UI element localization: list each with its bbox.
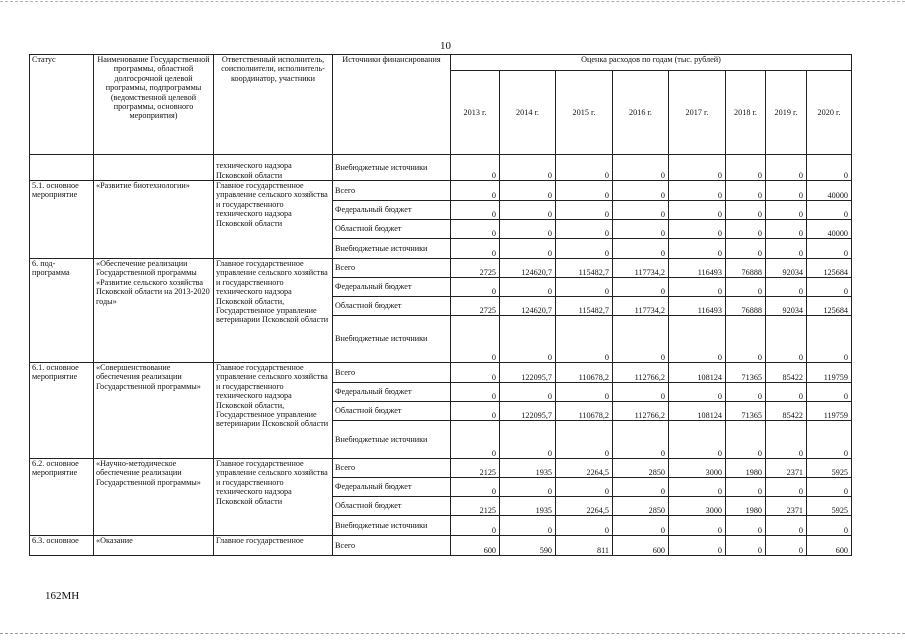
scan-edge-bottom: [0, 633, 905, 634]
value-cell: 112766,2: [613, 363, 669, 383]
value-cell: 0: [807, 155, 852, 181]
value-cell: 2264,5: [556, 459, 613, 478]
row-source: Областной бюджет: [333, 220, 451, 239]
header-executor: Ответственный исполнитель, соисполнители, исполнитель-координатор, участники: [214, 55, 333, 155]
row-name: «Обеспечение реализации Государственной программы «Развитие сельского хозяйства Псковской области на 2013-2020 годы»: [94, 259, 214, 363]
value-cell: 0: [669, 536, 726, 556]
value-cell: 2725: [451, 297, 500, 316]
header-year: 2019 г.: [766, 71, 807, 155]
value-cell: 0: [451, 516, 500, 536]
value-cell: 92034: [766, 259, 807, 278]
value-cell: 0: [807, 516, 852, 536]
value-cell: 2125: [451, 497, 500, 516]
value-cell: 0: [726, 478, 766, 497]
value-cell: 811: [556, 536, 613, 556]
value-cell: 0: [500, 220, 556, 239]
value-cell: 0: [500, 516, 556, 536]
row-status: [30, 155, 94, 181]
value-cell: 0: [766, 383, 807, 402]
row-executor: Главное государственное управление сельского хозяйства и государственного технического надзора Псковской области, Государственное управление ветеринарии Псковской области: [214, 259, 333, 363]
row-source: Федеральный бюджет: [333, 478, 451, 497]
value-cell: 110678,2: [556, 402, 613, 421]
row-source: Всего: [333, 181, 451, 201]
row-source: Всего: [333, 536, 451, 556]
value-cell: 108124: [669, 363, 726, 383]
row-source: Всего: [333, 259, 451, 278]
value-cell: 125684: [807, 297, 852, 316]
value-cell: 0: [766, 201, 807, 220]
table-row: [30, 459, 852, 478]
value-cell: 0: [669, 155, 726, 181]
value-cell: 0: [500, 239, 556, 259]
row-name: «Совершенствование обеспечения реализации Государственной программы»: [94, 363, 214, 459]
value-cell: 0: [556, 155, 613, 181]
value-cell: 2371: [766, 459, 807, 478]
value-cell: 0: [726, 239, 766, 259]
value-cell: 0: [726, 181, 766, 201]
row-status: 6.2. основное мероприятие: [30, 459, 94, 536]
table-row: [30, 363, 852, 383]
value-cell: 0: [451, 402, 500, 421]
value-cell: 0: [613, 155, 669, 181]
value-cell: 0: [726, 278, 766, 297]
value-cell: 0: [556, 383, 613, 402]
value-cell: 0: [807, 316, 852, 363]
row-source: Всего: [333, 459, 451, 478]
value-cell: 1980: [726, 497, 766, 516]
value-cell: 0: [451, 478, 500, 497]
value-cell: 0: [451, 278, 500, 297]
value-cell: 122095,7: [500, 402, 556, 421]
value-cell: 0: [669, 421, 726, 459]
page-number: 10: [440, 40, 451, 52]
value-cell: 0: [451, 220, 500, 239]
value-cell: 116493: [669, 297, 726, 316]
row-source: Внебюджетные источники: [333, 155, 451, 181]
value-cell: 0: [807, 421, 852, 459]
value-cell: 85422: [766, 363, 807, 383]
value-cell: 110678,2: [556, 363, 613, 383]
value-cell: 0: [726, 155, 766, 181]
value-cell: 0: [500, 155, 556, 181]
value-cell: 125684: [807, 259, 852, 278]
value-cell: 0: [500, 421, 556, 459]
row-name: «Развитие биотехнологии»: [94, 181, 214, 259]
value-cell: 0: [726, 316, 766, 363]
value-cell: 3000: [669, 497, 726, 516]
header-status: Статус: [30, 55, 94, 155]
value-cell: 3000: [669, 459, 726, 478]
value-cell: 2125: [451, 459, 500, 478]
value-cell: 40000: [807, 220, 852, 239]
header-year: 2020 г.: [807, 71, 852, 155]
value-cell: 0: [807, 478, 852, 497]
value-cell: 0: [451, 155, 500, 181]
value-cell: 0: [556, 278, 613, 297]
value-cell: 0: [500, 478, 556, 497]
value-cell: 0: [807, 201, 852, 220]
value-cell: 0: [556, 316, 613, 363]
table-row: [30, 536, 852, 556]
value-cell: 1935: [500, 497, 556, 516]
value-cell: 108124: [669, 402, 726, 421]
value-cell: 0: [451, 363, 500, 383]
value-cell: 0: [613, 181, 669, 201]
value-cell: 115482,7: [556, 297, 613, 316]
value-cell: 0: [556, 478, 613, 497]
value-cell: 0: [766, 536, 807, 556]
value-cell: 0: [726, 516, 766, 536]
value-cell: 122095,7: [500, 363, 556, 383]
value-cell: 0: [500, 383, 556, 402]
row-executor: Главное государственное управление сельского хозяйства и государственного технического надзора Псковской области: [214, 459, 333, 536]
value-cell: 124620,7: [500, 259, 556, 278]
value-cell: 0: [669, 201, 726, 220]
value-cell: 0: [556, 201, 613, 220]
value-cell: 0: [726, 383, 766, 402]
table-row: [30, 259, 852, 278]
value-cell: 0: [766, 316, 807, 363]
value-cell: 0: [766, 220, 807, 239]
header-year: 2017 г.: [669, 71, 726, 155]
value-cell: 5925: [807, 497, 852, 516]
value-cell: 0: [451, 316, 500, 363]
value-cell: 1935: [500, 459, 556, 478]
value-cell: 0: [669, 239, 726, 259]
row-executor: Главное государственное: [214, 536, 333, 556]
row-source: Внебюджетные источники: [333, 239, 451, 259]
value-cell: 124620,7: [500, 297, 556, 316]
value-cell: 0: [807, 239, 852, 259]
value-cell: 92034: [766, 297, 807, 316]
value-cell: 115482,7: [556, 259, 613, 278]
value-cell: 0: [613, 201, 669, 220]
value-cell: 0: [766, 421, 807, 459]
value-cell: 0: [766, 239, 807, 259]
row-executor: Главное государственное управление сельского хозяйства и государственного технического надзора Псковской области, Государственное управление ветеринарии Псковской области: [214, 363, 333, 459]
value-cell: 0: [556, 516, 613, 536]
header-year: 2013 г.: [451, 71, 500, 155]
row-name: «Оказание: [94, 536, 214, 556]
value-cell: 0: [556, 220, 613, 239]
row-source: Внебюджетные источники: [333, 516, 451, 536]
value-cell: 0: [669, 383, 726, 402]
row-source: Областной бюджет: [333, 402, 451, 421]
row-source: Областной бюджет: [333, 297, 451, 316]
scan-edge-top: [0, 1, 905, 2]
value-cell: 117734,2: [613, 297, 669, 316]
value-cell: 2371: [766, 497, 807, 516]
value-cell: 0: [807, 278, 852, 297]
value-cell: 0: [613, 239, 669, 259]
value-cell: 0: [613, 478, 669, 497]
value-cell: 0: [669, 278, 726, 297]
value-cell: 0: [451, 181, 500, 201]
value-cell: 0: [613, 278, 669, 297]
value-cell: 119759: [807, 402, 852, 421]
row-name: [94, 155, 214, 181]
header-year: 2016 г.: [613, 71, 669, 155]
value-cell: 40000: [807, 181, 852, 201]
row-name: «Научно-методическое обеспечение реализации Государственной программы»: [94, 459, 214, 536]
header-year: 2018 г.: [726, 71, 766, 155]
row-source: Федеральный бюджет: [333, 201, 451, 220]
value-cell: 0: [451, 421, 500, 459]
value-cell: 0: [613, 220, 669, 239]
value-cell: 0: [556, 239, 613, 259]
value-cell: 1980: [726, 459, 766, 478]
value-cell: 590: [500, 536, 556, 556]
value-cell: 0: [766, 478, 807, 497]
value-cell: 112766,2: [613, 402, 669, 421]
row-executor: Главное государственное управление сельского хозяйства и государственного технического надзора Псковской области: [214, 181, 333, 259]
value-cell: 2850: [613, 459, 669, 478]
row-status: 6.3. основное: [30, 536, 94, 556]
value-cell: 117734,2: [613, 259, 669, 278]
budget-table: [29, 54, 852, 556]
value-cell: 0: [613, 383, 669, 402]
value-cell: 76888: [726, 259, 766, 278]
value-cell: 600: [451, 536, 500, 556]
value-cell: 119759: [807, 363, 852, 383]
value-cell: 600: [613, 536, 669, 556]
value-cell: 0: [669, 316, 726, 363]
value-cell: 0: [726, 536, 766, 556]
value-cell: 71365: [726, 363, 766, 383]
value-cell: 0: [500, 316, 556, 363]
value-cell: 0: [669, 516, 726, 536]
header-estimate: Оценка расходов по годам (тыс. рублей): [451, 55, 852, 71]
value-cell: 116493: [669, 259, 726, 278]
value-cell: 0: [613, 516, 669, 536]
value-cell: 0: [766, 516, 807, 536]
table-row: [30, 155, 852, 181]
header-name: Наименование Государственной программы, областной долгосрочной целевой программы, подпрограммы (ведомственной целевой программы, основного мероприятия): [94, 55, 214, 155]
value-cell: 0: [669, 478, 726, 497]
row-executor: технического надзора Псковской области: [214, 155, 333, 181]
value-cell: 0: [669, 220, 726, 239]
value-cell: 2264,5: [556, 497, 613, 516]
row-source: Внебюджетные источники: [333, 316, 451, 363]
value-cell: 85422: [766, 402, 807, 421]
header-year: 2015 г.: [556, 71, 613, 155]
document-code: 162МН: [45, 590, 80, 602]
header-year: 2014 г.: [500, 71, 556, 155]
value-cell: 2725: [451, 259, 500, 278]
value-cell: 76888: [726, 297, 766, 316]
value-cell: 600: [807, 536, 852, 556]
value-cell: 2850: [613, 497, 669, 516]
table-body: [30, 155, 852, 556]
value-cell: 0: [451, 383, 500, 402]
header-sources: Источники финансирования: [333, 55, 451, 155]
value-cell: 0: [766, 155, 807, 181]
value-cell: 0: [726, 201, 766, 220]
value-cell: 71365: [726, 402, 766, 421]
row-source: Федеральный бюджет: [333, 278, 451, 297]
value-cell: 0: [726, 421, 766, 459]
row-source: Всего: [333, 363, 451, 383]
row-source: Областной бюджет: [333, 497, 451, 516]
value-cell: 0: [556, 421, 613, 459]
value-cell: 0: [726, 220, 766, 239]
value-cell: 0: [669, 181, 726, 201]
table-row: [30, 181, 852, 201]
value-cell: 0: [613, 421, 669, 459]
row-source: Федеральный бюджет: [333, 383, 451, 402]
row-status: 5.1. основное мероприятие: [30, 181, 94, 259]
value-cell: 0: [766, 278, 807, 297]
value-cell: 0: [451, 239, 500, 259]
table-header: [30, 55, 852, 155]
value-cell: 0: [613, 316, 669, 363]
value-cell: 0: [500, 201, 556, 220]
value-cell: 0: [500, 181, 556, 201]
row-source: Внебюджетные источники: [333, 421, 451, 459]
value-cell: 0: [766, 181, 807, 201]
value-cell: 5925: [807, 459, 852, 478]
row-status: 6. под-программа: [30, 259, 94, 363]
value-cell: 0: [451, 201, 500, 220]
value-cell: 0: [556, 181, 613, 201]
value-cell: 0: [500, 278, 556, 297]
value-cell: 0: [807, 383, 852, 402]
row-status: 6.1. основное мероприятие: [30, 363, 94, 459]
